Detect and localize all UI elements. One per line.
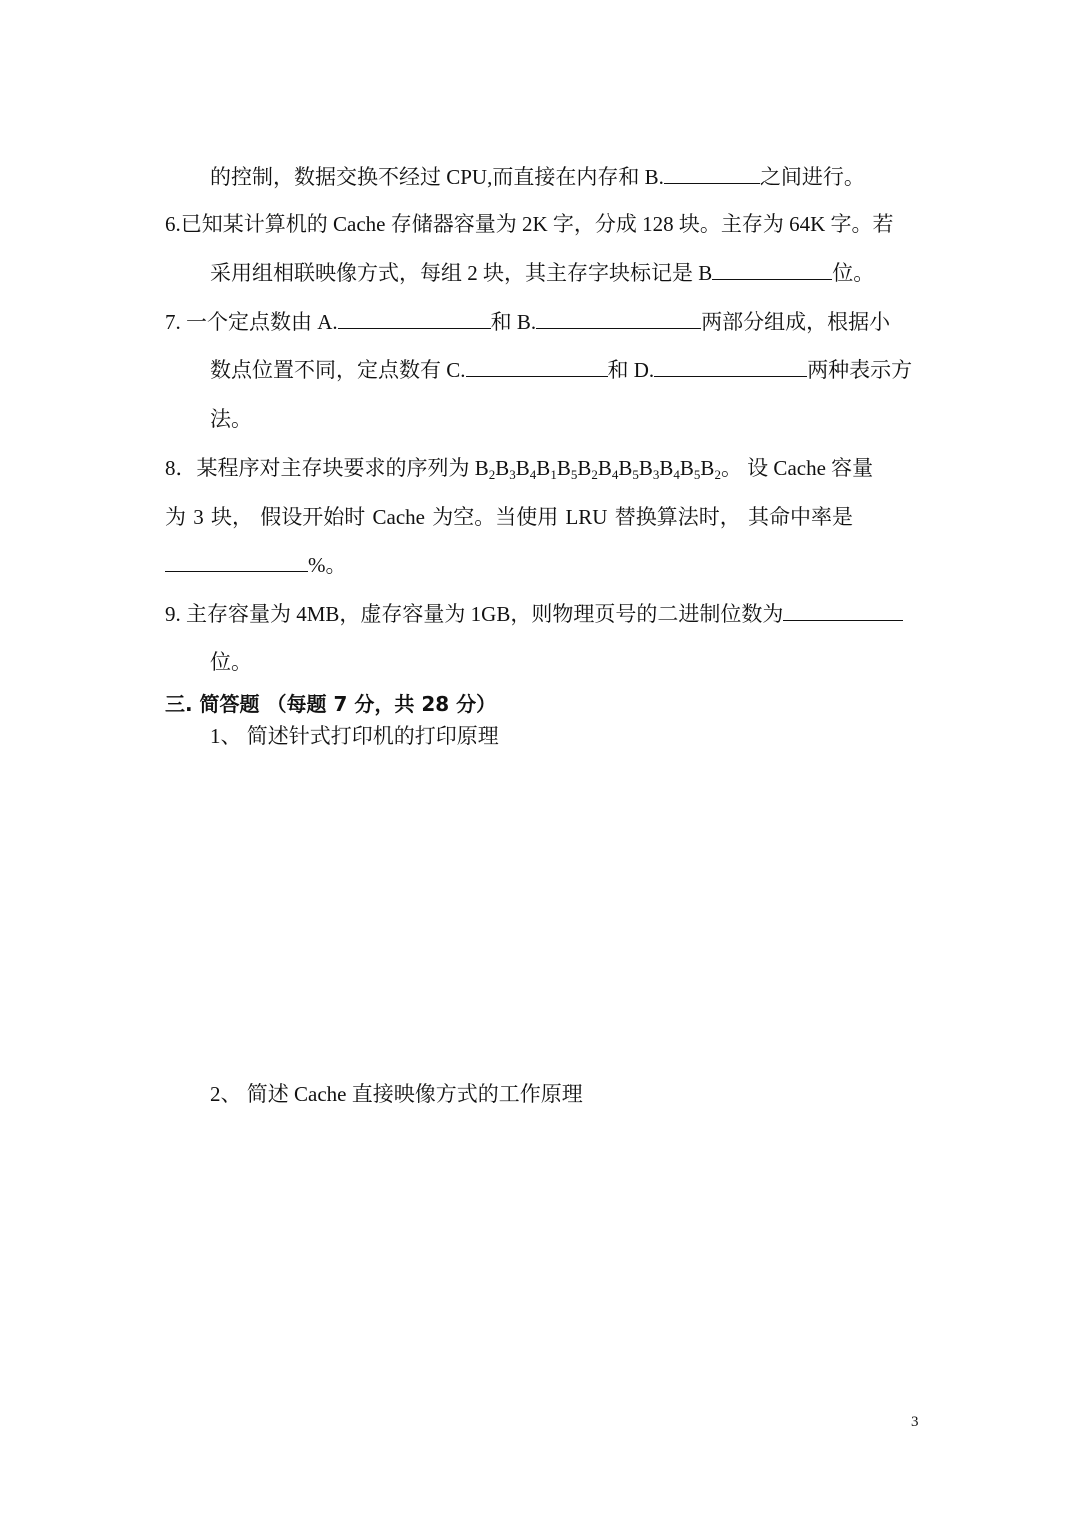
q8-block-6: $B_4$ bbox=[597, 456, 619, 482]
q7-line2 bbox=[210, 358, 912, 382]
q8-block-subscript-1: 3 bbox=[509, 467, 516, 482]
section3-heading: 三. 简答题 （每题 7 分，共 28 分） bbox=[165, 692, 497, 716]
page-number: 3 bbox=[911, 1414, 919, 1430]
q7-blank-d[interactable] bbox=[654, 358, 807, 377]
q8-block-subscript-8: 3 bbox=[652, 467, 660, 482]
q8-block-subscript-2: 4 bbox=[529, 467, 537, 482]
q9-line1-text: 9. 主存容量为 4MB，虚存容量为 1GB，则物理页号的二进制位数为 bbox=[165, 602, 784, 626]
q7-line1-c: 两部分组成，根据小 bbox=[701, 310, 891, 334]
q9-line1 bbox=[165, 602, 903, 626]
q8-block-subscript-11: 2 bbox=[714, 467, 721, 482]
q8-line2: 为 3 块， 假设开始时 Cache 为空。当使用 LRU 替换算法时， 其命中率是 bbox=[165, 505, 853, 529]
q6-line2-a: 采用组相联映像方式，每组 2 块，其主存字块标记是 B bbox=[210, 261, 713, 285]
q8-block-subscript-3: 1 bbox=[550, 467, 557, 482]
q8-block-3: $B_1$ bbox=[536, 456, 557, 482]
q8-block-5: $B_2$ bbox=[577, 456, 598, 482]
q8-prefix: 8．某程序对主存块要求的序列为 bbox=[165, 456, 475, 480]
q7-line1-b: 和 B. bbox=[490, 310, 537, 334]
q7-line1-a: 7. 一个定点数由 A. bbox=[165, 310, 338, 334]
q8-block-10: $B_5$ bbox=[679, 456, 701, 482]
q6-blank-b[interactable] bbox=[712, 261, 832, 280]
q6-line2-b: 位。 bbox=[832, 261, 875, 285]
q7-line2-c: 两种表示方 bbox=[807, 358, 913, 382]
section3-question-2: 2、 简述 Cache 直接映像方式的工作原理 bbox=[210, 1082, 583, 1106]
q7-blank-a[interactable] bbox=[338, 310, 491, 329]
q8-block-9: $B_4$ bbox=[659, 456, 680, 482]
q8-line3 bbox=[165, 553, 347, 577]
q8-block-subscript-9: 4 bbox=[673, 467, 680, 482]
q9-blank[interactable] bbox=[783, 602, 903, 621]
q8-block-subscript-6: 4 bbox=[611, 467, 619, 482]
q8-line3-text: %。 bbox=[308, 553, 347, 577]
q7-line3: 法。 bbox=[210, 407, 252, 431]
q5-continuation-line bbox=[210, 165, 865, 189]
q8-block-subscript-7: 5 bbox=[632, 467, 639, 482]
q5-text-a: 的控制，数据交换不经过 CPU,而直接在内存和 B. bbox=[210, 165, 664, 189]
q8-suffix: 。 设 Cache 容量 bbox=[720, 456, 874, 480]
q7-blank-c[interactable] bbox=[466, 358, 608, 377]
q8-block-subscript-5: 2 bbox=[591, 467, 598, 482]
q6-line2 bbox=[210, 261, 874, 285]
q8-block-0: $B_2$ bbox=[474, 456, 496, 482]
q8-block-8: $B_3$ bbox=[638, 456, 660, 482]
q8-block-subscript-0: 2 bbox=[488, 467, 496, 482]
q8-block-4: $B_5$ bbox=[556, 456, 578, 482]
q8-block-7: $B_5$ bbox=[618, 456, 639, 482]
q7-line2-b: 和 D. bbox=[607, 358, 655, 382]
q6-line1: 6.已知某计算机的 Cache 存储器容量为 2K 字，分成 128 块。主存为 64K 字。若 bbox=[165, 212, 894, 236]
q8-block-sequence bbox=[475, 456, 721, 480]
q8-blank-hit-rate[interactable] bbox=[165, 553, 308, 572]
q8-block-11: $B_2$ bbox=[700, 456, 721, 482]
q7-line2-a: 数点位置不同，定点数有 C. bbox=[210, 358, 466, 382]
q8-block-subscript-10: 5 bbox=[693, 467, 701, 482]
q8-block-2: $B_4$ bbox=[515, 456, 537, 482]
q7-line1 bbox=[165, 310, 890, 334]
q8-line1 bbox=[165, 456, 873, 480]
q9-line2: 位。 bbox=[210, 650, 252, 674]
section3-question-1: 1、 简述针式打印机的打印原理 bbox=[210, 724, 499, 748]
q5-text-b: 之间进行。 bbox=[759, 165, 865, 189]
q8-block-subscript-4: 5 bbox=[570, 467, 578, 482]
q5-blank-b[interactable] bbox=[664, 165, 760, 184]
q7-blank-b[interactable] bbox=[536, 310, 701, 329]
q8-block-1: $B_3$ bbox=[495, 456, 516, 482]
